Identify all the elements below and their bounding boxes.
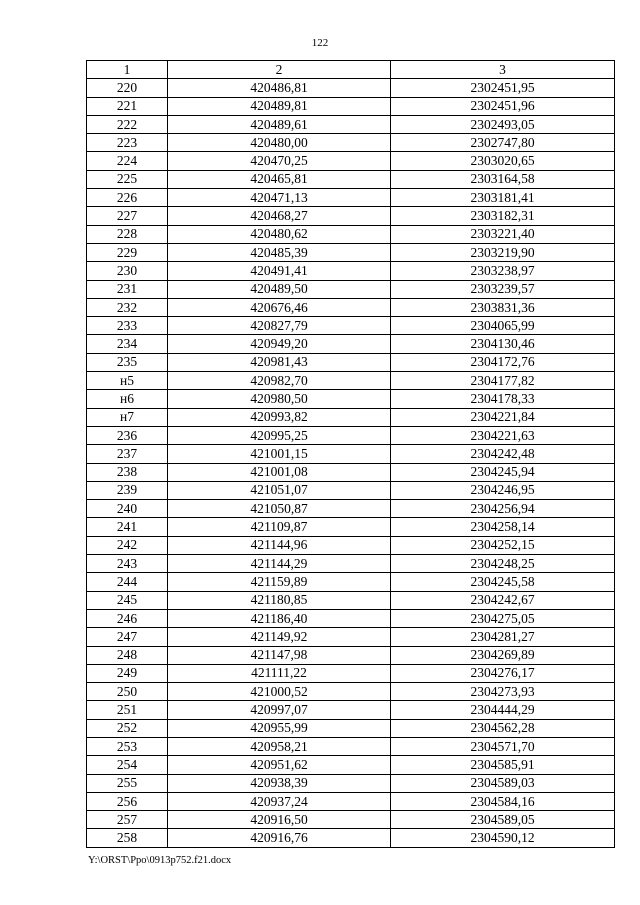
point-number-cell: 256 [87,792,168,810]
point-number-cell: 238 [87,463,168,481]
y-coordinate-cell: 2304444,29 [391,701,615,719]
y-coordinate-cell: 2303164,58 [391,170,615,188]
point-number-cell: 221 [87,97,168,115]
y-coordinate-cell: 2304276,17 [391,664,615,682]
table-row [87,829,615,847]
point-number-cell: 234 [87,335,168,353]
point-number-cell: 249 [87,664,168,682]
y-coordinate-cell: 2304221,63 [391,426,615,444]
point-number-cell: н6 [87,390,168,408]
x-coordinate-cell: 421147,98 [168,646,391,664]
x-coordinate-cell: 421111,22 [168,664,391,682]
y-coordinate-cell: 2304242,48 [391,445,615,463]
table-row [87,134,615,152]
column-header: 2 [168,61,391,79]
point-number-cell: 254 [87,756,168,774]
point-number-cell: 257 [87,811,168,829]
point-number-cell: н7 [87,408,168,426]
point-number-cell: н5 [87,372,168,390]
x-coordinate-cell: 420993,82 [168,408,391,426]
point-number-cell: 246 [87,609,168,627]
x-coordinate-cell: 421159,89 [168,573,391,591]
x-coordinate-cell: 421149,92 [168,628,391,646]
point-number-cell: 237 [87,445,168,463]
y-coordinate-cell: 2304177,82 [391,372,615,390]
x-coordinate-cell: 420995,25 [168,426,391,444]
y-coordinate-cell: 2304275,05 [391,609,615,627]
table-row [87,390,615,408]
x-coordinate-cell: 420489,50 [168,280,391,298]
y-coordinate-cell: 2304269,89 [391,646,615,664]
point-number-cell: 224 [87,152,168,170]
table-row [87,591,615,609]
y-coordinate-cell: 2304590,12 [391,829,615,847]
x-coordinate-cell: 420465,81 [168,170,391,188]
y-coordinate-cell: 2304246,95 [391,481,615,499]
y-coordinate-cell: 2304172,76 [391,353,615,371]
x-coordinate-cell: 420827,79 [168,317,391,335]
table-row [87,518,615,536]
column-header: 1 [87,61,168,79]
y-coordinate-cell: 2304589,03 [391,774,615,792]
table-row [87,481,615,499]
table-row [87,280,615,298]
y-coordinate-cell: 2304562,28 [391,719,615,737]
x-coordinate-cell: 421001,08 [168,463,391,481]
footer-file-path: Y:\ORST\Ppo\0913p752.f21.docx [88,855,232,866]
point-number-cell: 223 [87,134,168,152]
y-coordinate-cell: 2303238,97 [391,262,615,280]
column-header: 3 [391,61,615,79]
point-number-cell: 248 [87,646,168,664]
x-coordinate-cell: 420949,20 [168,335,391,353]
table-row [87,463,615,481]
y-coordinate-cell: 2303831,36 [391,298,615,316]
x-coordinate-cell: 421144,29 [168,555,391,573]
y-coordinate-cell: 2304248,25 [391,555,615,573]
x-coordinate-cell: 421186,40 [168,609,391,627]
point-number-cell: 240 [87,500,168,518]
table-row [87,372,615,390]
table-row [87,445,615,463]
y-coordinate-cell: 2302451,96 [391,97,615,115]
x-coordinate-cell: 421051,07 [168,481,391,499]
y-coordinate-cell: 2304245,58 [391,573,615,591]
x-coordinate-cell: 420480,00 [168,134,391,152]
table-row [87,628,615,646]
point-number-cell: 245 [87,591,168,609]
table-row [87,317,615,335]
point-number-cell: 225 [87,170,168,188]
table-row [87,97,615,115]
x-coordinate-cell: 420489,61 [168,115,391,133]
table-row [87,243,615,261]
y-coordinate-cell: 2304130,46 [391,335,615,353]
table-row [87,500,615,518]
table-row [87,609,615,627]
y-coordinate-cell: 2304589,05 [391,811,615,829]
table-row [87,555,615,573]
point-number-cell: 228 [87,225,168,243]
x-coordinate-cell: 420981,43 [168,353,391,371]
point-number-cell: 220 [87,79,168,97]
table-row [87,170,615,188]
x-coordinate-cell: 420937,24 [168,792,391,810]
y-coordinate-cell: 2304245,94 [391,463,615,481]
y-coordinate-cell: 2304256,94 [391,500,615,518]
point-number-cell: 235 [87,353,168,371]
table-row [87,79,615,97]
table-row [87,225,615,243]
y-coordinate-cell: 2302747,80 [391,134,615,152]
y-coordinate-cell: 2303239,57 [391,280,615,298]
point-number-cell: 250 [87,683,168,701]
x-coordinate-cell: 421109,87 [168,518,391,536]
table-row [87,719,615,737]
point-number-cell: 227 [87,207,168,225]
table-header-row [87,61,615,79]
x-coordinate-cell: 421180,85 [168,591,391,609]
table-row [87,207,615,225]
y-coordinate-cell: 2304273,93 [391,683,615,701]
x-coordinate-cell: 420982,70 [168,372,391,390]
table-row [87,426,615,444]
x-coordinate-cell: 421000,52 [168,683,391,701]
coordinates-table [86,60,615,848]
y-coordinate-cell: 2303182,31 [391,207,615,225]
page-number: 122 [311,37,329,49]
table-row [87,701,615,719]
x-coordinate-cell: 420485,39 [168,243,391,261]
table-row [87,115,615,133]
x-coordinate-cell: 420980,50 [168,390,391,408]
point-number-cell: 243 [87,555,168,573]
x-coordinate-cell: 420486,81 [168,79,391,97]
y-coordinate-cell: 2304571,70 [391,737,615,755]
y-coordinate-cell: 2303221,40 [391,225,615,243]
x-coordinate-cell: 420955,99 [168,719,391,737]
point-number-cell: 222 [87,115,168,133]
point-number-cell: 258 [87,829,168,847]
x-coordinate-cell: 420958,21 [168,737,391,755]
x-coordinate-cell: 420468,27 [168,207,391,225]
point-number-cell: 247 [87,628,168,646]
y-coordinate-cell: 2302451,95 [391,79,615,97]
x-coordinate-cell: 420916,50 [168,811,391,829]
point-number-cell: 255 [87,774,168,792]
y-coordinate-cell: 2304258,14 [391,518,615,536]
x-coordinate-cell: 421144,96 [168,536,391,554]
y-coordinate-cell: 2303020,65 [391,152,615,170]
table-row [87,408,615,426]
point-number-cell: 232 [87,298,168,316]
point-number-cell: 244 [87,573,168,591]
x-coordinate-cell: 420997,07 [168,701,391,719]
point-number-cell: 241 [87,518,168,536]
table-row [87,189,615,207]
table-row [87,262,615,280]
y-coordinate-cell: 2303219,90 [391,243,615,261]
point-number-cell: 236 [87,426,168,444]
point-number-cell: 226 [87,189,168,207]
table-row [87,353,615,371]
x-coordinate-cell: 420471,13 [168,189,391,207]
table-row [87,573,615,591]
table-row [87,756,615,774]
point-number-cell: 251 [87,701,168,719]
y-coordinate-cell: 2304281,27 [391,628,615,646]
x-coordinate-cell: 421001,15 [168,445,391,463]
table-row [87,774,615,792]
x-coordinate-cell: 420489,81 [168,97,391,115]
y-coordinate-cell: 2304221,84 [391,408,615,426]
x-coordinate-cell: 421050,87 [168,500,391,518]
y-coordinate-cell: 2304065,99 [391,317,615,335]
y-coordinate-cell: 2304585,91 [391,756,615,774]
table-row [87,811,615,829]
table-row [87,536,615,554]
table-row [87,335,615,353]
y-coordinate-cell: 2304252,15 [391,536,615,554]
point-number-cell: 230 [87,262,168,280]
point-number-cell: 239 [87,481,168,499]
table-row [87,664,615,682]
x-coordinate-cell: 420916,76 [168,829,391,847]
table-row [87,298,615,316]
x-coordinate-cell: 420951,62 [168,756,391,774]
table-row [87,737,615,755]
y-coordinate-cell: 2302493,05 [391,115,615,133]
table-row [87,683,615,701]
table-row [87,646,615,664]
y-coordinate-cell: 2303181,41 [391,189,615,207]
x-coordinate-cell: 420938,39 [168,774,391,792]
table-row [87,792,615,810]
y-coordinate-cell: 2304584,16 [391,792,615,810]
x-coordinate-cell: 420676,46 [168,298,391,316]
x-coordinate-cell: 420491,41 [168,262,391,280]
y-coordinate-cell: 2304178,33 [391,390,615,408]
point-number-cell: 252 [87,719,168,737]
x-coordinate-cell: 420480,62 [168,225,391,243]
table-row [87,152,615,170]
point-number-cell: 229 [87,243,168,261]
point-number-cell: 233 [87,317,168,335]
point-number-cell: 242 [87,536,168,554]
y-coordinate-cell: 2304242,67 [391,591,615,609]
x-coordinate-cell: 420470,25 [168,152,391,170]
table-body [87,79,615,847]
point-number-cell: 253 [87,737,168,755]
point-number-cell: 231 [87,280,168,298]
